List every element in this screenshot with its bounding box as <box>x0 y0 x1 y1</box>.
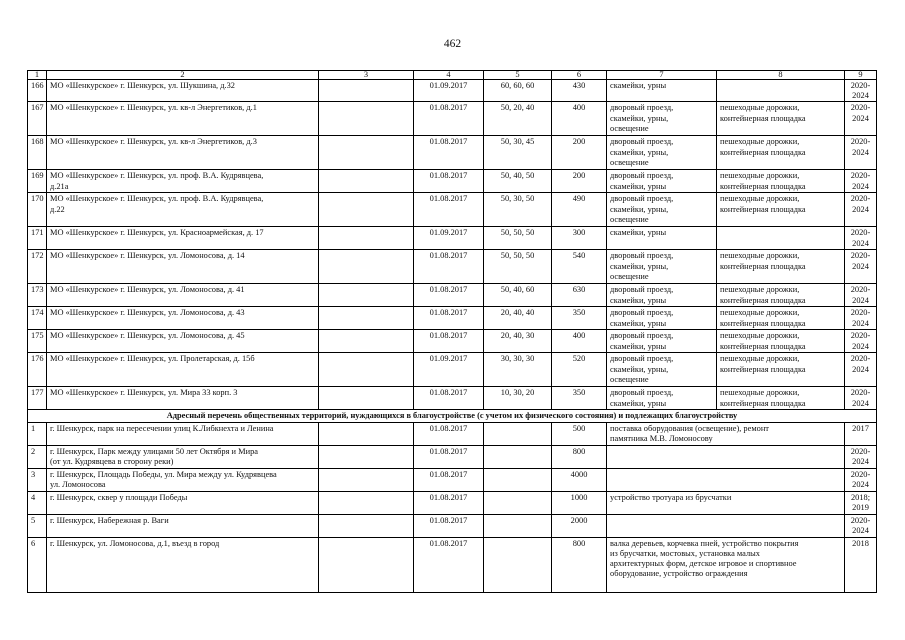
table-row <box>28 468 877 491</box>
extra-works-cell: пешеходные дорожки, контейнерная площадка <box>717 330 845 353</box>
address-cell: г. Шенкурск, Парк между улицами 50 лет Октября и Мира (от ул. Кудрявцева в сторону реки) <box>47 445 319 468</box>
address-cell: г. Шенкурск, Набережная р. Ваги <box>47 514 319 537</box>
empty-cell <box>319 537 414 592</box>
area-cell: 800 <box>552 537 607 592</box>
dimensions-cell: 50, 40, 60 <box>484 284 552 307</box>
years-cell: 2020- 2024 <box>845 468 877 491</box>
table-row <box>28 353 877 387</box>
works-cell: валка деревьев, корчевка пней, устройство покрытия из брусчатки, мостовых, установка малых архитектурных форм, детское игровое и спортивное оборудование, устройство ограждения <box>607 537 845 592</box>
extra-works-cell: пешеходные дорожки, контейнерная площадка <box>717 170 845 193</box>
works-cell: устройство тротуара из брусчатки <box>607 491 845 514</box>
column-number-row <box>28 71 877 80</box>
empty-cell <box>319 250 414 284</box>
row-number: 6 <box>28 537 47 592</box>
works-cell <box>607 468 845 491</box>
page-number: 462 <box>443 38 462 50</box>
row-number: 176 <box>28 353 47 387</box>
address-cell: г. Шенкурск, Площадь Победы, ул. Мира между ул. Кудрявцева ул. Ломоносова <box>47 468 319 491</box>
address-cell: МО «Шенкурское» г. Шенкурск, ул. Ломоносова, д. 14 <box>47 250 319 284</box>
col-header: 7 <box>607 71 717 80</box>
area-cell: 520 <box>552 353 607 387</box>
address-cell: МО «Шенкурское» г. Шенкурск, ул. Ломоносова, д. 45 <box>47 330 319 353</box>
row-number: 1 <box>28 422 47 445</box>
years-cell: 2020- 2024 <box>845 102 877 136</box>
col-header: 3 <box>319 71 414 80</box>
extra-works-cell: пешеходные дорожки, контейнерная площадка <box>717 250 845 284</box>
table-row <box>28 537 877 592</box>
address-cell: г. Шенкурск, парк на пересечении улиц К.Либкнехта и Ленина <box>47 422 319 445</box>
years-cell: 2020- 2024 <box>845 170 877 193</box>
extra-works-cell: пешеходные дорожки, контейнерная площадка <box>717 307 845 330</box>
years-cell: 2018 <box>845 537 877 592</box>
date-cell: 01.08.2017 <box>414 422 484 445</box>
empty-cell <box>319 445 414 468</box>
dimensions-cell: 20, 40, 30 <box>484 330 552 353</box>
empty-cell <box>319 284 414 307</box>
area-cell: 430 <box>552 80 607 102</box>
table-row <box>28 170 877 193</box>
date-cell: 01.08.2017 <box>414 514 484 537</box>
area-cell: 800 <box>552 445 607 468</box>
years-cell: 2020- 2024 <box>845 514 877 537</box>
address-cell: МО «Шенкурское» г. Шенкурск, ул. проф. В.А. Кудрявцева, д.21а <box>47 170 319 193</box>
row-number: 174 <box>28 307 47 330</box>
extra-works-cell: пешеходные дорожки, контейнерная площадка <box>717 102 845 136</box>
address-cell: МО «Шенкурское» г. Шенкурск, ул. Шукшина, д.32 <box>47 80 319 102</box>
dimensions-cell: 50, 50, 50 <box>484 250 552 284</box>
row-number: 175 <box>28 330 47 353</box>
works-cell: дворовый проезд, скамейки, урны, освещение <box>607 136 717 170</box>
empty-cell <box>319 468 414 491</box>
area-cell: 400 <box>552 330 607 353</box>
address-cell: г. Шенкурск, сквер у площади Победы <box>47 491 319 514</box>
date-cell: 01.08.2017 <box>414 193 484 227</box>
dimensions-cell: 50, 40, 50 <box>484 170 552 193</box>
area-cell: 350 <box>552 387 607 410</box>
area-cell: 200 <box>552 170 607 193</box>
date-cell: 01.08.2017 <box>414 537 484 592</box>
empty-cell <box>319 80 414 102</box>
register-table <box>27 70 877 593</box>
empty-cell <box>319 353 414 387</box>
section-title: Адресный перечень общественных территорий, нуждающихся в благоустройстве (с учетом их физического состояния) и подлежащих благоустройству <box>28 410 877 422</box>
row-number: 166 <box>28 80 47 102</box>
works-cell: дворовый проезд, скамейки, урны <box>607 284 717 307</box>
col-header: 6 <box>552 71 607 80</box>
dimensions-cell <box>484 491 552 514</box>
years-cell: 2020- 2024 <box>845 136 877 170</box>
works-cell: дворовый проезд, скамейки, урны <box>607 330 717 353</box>
dimensions-cell <box>484 445 552 468</box>
address-cell: МО «Шенкурское» г. Шенкурск, ул. Пролетарская, д. 15б <box>47 353 319 387</box>
empty-cell <box>319 136 414 170</box>
row-number: 168 <box>28 136 47 170</box>
row-number: 173 <box>28 284 47 307</box>
empty-cell <box>319 307 414 330</box>
address-cell: МО «Шенкурское» г. Шенкурск, ул. Ломоносова, д. 41 <box>47 284 319 307</box>
address-cell: МО «Шенкурское» г. Шенкурск, ул. Мира 33 корп. 3 <box>47 387 319 410</box>
dimensions-cell <box>484 422 552 445</box>
works-cell <box>607 445 845 468</box>
works-cell: дворовый проезд, скамейки, урны <box>607 170 717 193</box>
extra-works-cell <box>717 227 845 250</box>
col-header: 5 <box>484 71 552 80</box>
col-header: 9 <box>845 71 877 80</box>
area-cell: 540 <box>552 250 607 284</box>
date-cell: 01.08.2017 <box>414 445 484 468</box>
table-row <box>28 80 877 102</box>
extra-works-cell: пешеходные дорожки, контейнерная площадка <box>717 284 845 307</box>
empty-cell <box>319 193 414 227</box>
date-cell: 01.08.2017 <box>414 284 484 307</box>
years-cell: 2017 <box>845 422 877 445</box>
dimensions-cell <box>484 514 552 537</box>
years-cell: 2020- 2024 <box>845 80 877 102</box>
empty-cell <box>319 491 414 514</box>
empty-cell <box>319 102 414 136</box>
years-cell: 2020- 2024 <box>845 250 877 284</box>
date-cell: 01.08.2017 <box>414 250 484 284</box>
date-cell: 01.08.2017 <box>414 136 484 170</box>
years-cell: 2020- 2024 <box>845 284 877 307</box>
table-row <box>28 491 877 514</box>
area-cell: 2000 <box>552 514 607 537</box>
table-row <box>28 250 877 284</box>
row-number: 169 <box>28 170 47 193</box>
address-cell: МО «Шенкурское» г. Шенкурск, ул. кв-л Энергетиков, д.1 <box>47 102 319 136</box>
table-row <box>28 445 877 468</box>
table-row <box>28 227 877 250</box>
empty-cell <box>319 227 414 250</box>
extra-works-cell: пешеходные дорожки, контейнерная площадка <box>717 387 845 410</box>
col-header: 2 <box>47 71 319 80</box>
works-cell: дворовый проезд, скамейки, урны, освещение <box>607 193 717 227</box>
row-number: 171 <box>28 227 47 250</box>
years-cell: 2020- 2024 <box>845 330 877 353</box>
address-cell: МО «Шенкурское» г. Шенкурск, ул. Ломоносова, д. 43 <box>47 307 319 330</box>
address-cell: МО «Шенкурское» г. Шенкурск, ул. Красноармейская, д. 17 <box>47 227 319 250</box>
extra-works-cell <box>717 80 845 102</box>
works-cell: скамейки, урны <box>607 80 717 102</box>
area-cell: 200 <box>552 136 607 170</box>
table-row <box>28 514 877 537</box>
table-row <box>28 330 877 353</box>
date-cell: 01.09.2017 <box>414 353 484 387</box>
works-cell: поставка оборудования (освещение), ремонт памятника М.В. Ломоносову <box>607 422 845 445</box>
area-cell: 4000 <box>552 468 607 491</box>
years-cell: 2020- 2024 <box>845 227 877 250</box>
dimensions-cell: 50, 30, 45 <box>484 136 552 170</box>
dimensions-cell: 50, 30, 50 <box>484 193 552 227</box>
area-cell: 490 <box>552 193 607 227</box>
date-cell: 01.08.2017 <box>414 170 484 193</box>
years-cell: 2020- 2024 <box>845 387 877 410</box>
area-cell: 350 <box>552 307 607 330</box>
years-cell: 2020- 2024 <box>845 307 877 330</box>
col-header: 8 <box>717 71 845 80</box>
years-cell: 2018; 2019 <box>845 491 877 514</box>
works-cell: дворовый проезд, скамейки, урны <box>607 307 717 330</box>
dimensions-cell <box>484 468 552 491</box>
table-row <box>28 193 877 227</box>
dimensions-cell: 60, 60, 60 <box>484 80 552 102</box>
table-row <box>28 136 877 170</box>
empty-cell <box>319 387 414 410</box>
dimensions-cell: 30, 30, 30 <box>484 353 552 387</box>
works-cell: дворовый проезд, скамейки, урны <box>607 387 717 410</box>
works-cell: дворовый проезд, скамейки, урны, освещение <box>607 250 717 284</box>
years-cell: 2020- 2024 <box>845 353 877 387</box>
row-number: 5 <box>28 514 47 537</box>
address-cell: г. Шенкурск, ул. Ломоносова, д.1, въезд в город <box>47 537 319 592</box>
date-cell: 01.08.2017 <box>414 491 484 514</box>
date-cell: 01.08.2017 <box>414 468 484 491</box>
empty-cell <box>319 330 414 353</box>
works-cell <box>607 514 845 537</box>
address-cell: МО «Шенкурское» г. Шенкурск, ул. кв-л Энергетиков, д.3 <box>47 136 319 170</box>
extra-works-cell: пешеходные дорожки, контейнерная площадка <box>717 136 845 170</box>
dimensions-cell: 20, 40, 40 <box>484 307 552 330</box>
extra-works-cell: пешеходные дорожки, контейнерная площадка <box>717 353 845 387</box>
dimensions-cell: 10, 30, 20 <box>484 387 552 410</box>
col-header: 1 <box>28 71 47 80</box>
row-number: 167 <box>28 102 47 136</box>
dimensions-cell <box>484 537 552 592</box>
area-cell: 400 <box>552 102 607 136</box>
row-number: 172 <box>28 250 47 284</box>
table-row <box>28 284 877 307</box>
area-cell: 300 <box>552 227 607 250</box>
table-row <box>28 387 877 410</box>
table-row <box>28 422 877 445</box>
table-row <box>28 102 877 136</box>
row-number: 4 <box>28 491 47 514</box>
date-cell: 01.09.2017 <box>414 227 484 250</box>
table-body <box>28 71 877 593</box>
date-cell: 01.08.2017 <box>414 330 484 353</box>
date-cell: 01.08.2017 <box>414 102 484 136</box>
section-row <box>28 410 877 422</box>
table-row <box>28 307 877 330</box>
area-cell: 630 <box>552 284 607 307</box>
works-cell: скамейки, урны <box>607 227 717 250</box>
row-number: 3 <box>28 468 47 491</box>
works-cell: дворовый проезд, скамейки, урны, освещение <box>607 353 717 387</box>
date-cell: 01.08.2017 <box>414 387 484 410</box>
extra-works-cell: пешеходные дорожки, контейнерная площадка <box>717 193 845 227</box>
row-number: 2 <box>28 445 47 468</box>
works-cell: дворовый проезд, скамейки, урны, освещение <box>607 102 717 136</box>
years-cell: 2020- 2024 <box>845 193 877 227</box>
address-cell: МО «Шенкурское» г. Шенкурск, ул. проф. В.А. Кудрявцева, д.22 <box>47 193 319 227</box>
empty-cell <box>319 170 414 193</box>
dimensions-cell: 50, 50, 50 <box>484 227 552 250</box>
date-cell: 01.09.2017 <box>414 80 484 102</box>
date-cell: 01.08.2017 <box>414 307 484 330</box>
area-cell: 1000 <box>552 491 607 514</box>
years-cell: 2020- 2024 <box>845 445 877 468</box>
row-number: 170 <box>28 193 47 227</box>
empty-cell <box>319 514 414 537</box>
dimensions-cell: 50, 20, 40 <box>484 102 552 136</box>
empty-cell <box>319 422 414 445</box>
col-header: 4 <box>414 71 484 80</box>
area-cell: 500 <box>552 422 607 445</box>
row-number: 177 <box>28 387 47 410</box>
